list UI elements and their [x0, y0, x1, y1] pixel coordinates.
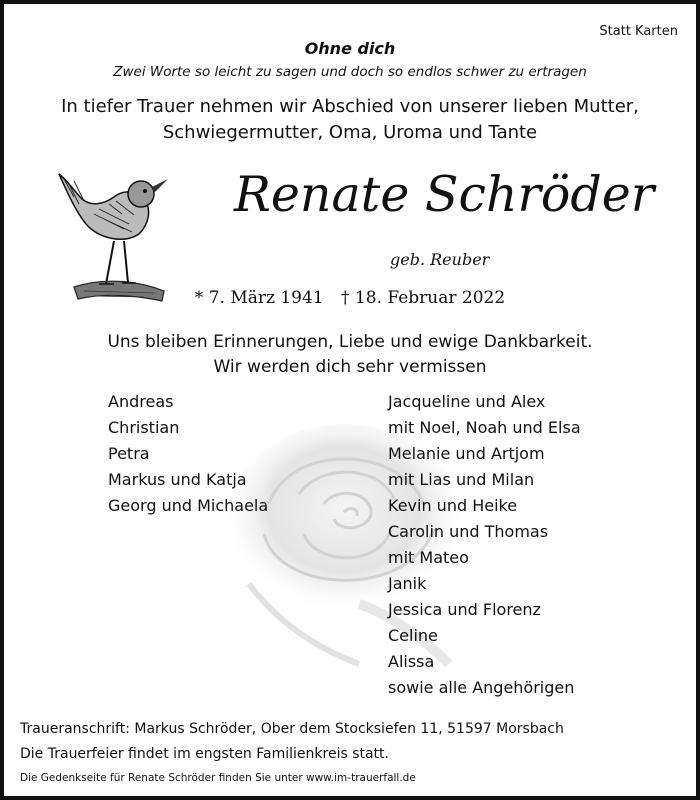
family-member: Jessica und Florenz: [388, 600, 541, 619]
intro-line-1: In tiefer Trauer nehmen wir Abschied von unserer lieben Mutter,: [61, 96, 639, 117]
birth-date: * 7. März 1941: [194, 288, 324, 308]
family-member: Andreas: [108, 392, 174, 411]
family-member: Christian: [108, 418, 180, 437]
family-list-left: [108, 389, 268, 519]
intro-line-2: Schwiegermutter, Oma, Uroma und Tante: [162, 122, 538, 143]
deceased-name: Renate Schröder: [234, 166, 655, 223]
notice-subtitle: Zwei Worte so leicht zu sagen und doch so endlos schwer zu ertragen: [113, 64, 587, 80]
family-member: Melanie und Artjom: [388, 444, 545, 463]
family-member: Celine: [388, 626, 438, 645]
message-line-2: Wir werden dich sehr vermissen: [213, 357, 487, 377]
family-member: Carolin und Thomas: [388, 522, 549, 541]
family-member: Petra: [108, 444, 150, 463]
family-member: Markus und Katja: [108, 470, 247, 489]
mourning-address: Traueranschrift: Markus Schröder, Ober dem Stocksiefen 11, 51597 Morsbach: [20, 721, 564, 737]
message-line-1: Uns bleiben Erinnerungen, Liebe und ewige Dankbarkeit.: [107, 332, 593, 352]
memorial-page-note: Die Gedenkseite für Renate Schröder finden Sie unter www.im-trauerfall.de: [20, 772, 416, 784]
family-member: sowie alle Angehörigen: [388, 678, 575, 697]
death-date: † 18. Februar 2022: [341, 288, 506, 308]
family-list-right: [388, 389, 581, 701]
life-dates: [4, 288, 696, 308]
family-member: Janik: [388, 574, 427, 593]
family-member: mit Noel, Noah und Elsa: [388, 418, 581, 437]
family-member: Alissa: [388, 652, 435, 671]
ceremony-note: Die Trauerfeier findet im engsten Familienkreis statt.: [20, 746, 389, 762]
maiden-name: geb. Reuber: [390, 250, 490, 269]
notice-title: Ohne dich: [304, 39, 396, 58]
family-member: Georg und Michaela: [108, 496, 269, 515]
statt-karten-label: Statt Karten: [599, 24, 678, 39]
intro-text: [4, 94, 696, 146]
family-member: Kevin und Heike: [388, 496, 518, 515]
family-member: mit Lias und Milan: [388, 470, 535, 489]
family-member: Jacqueline und Alex: [388, 392, 546, 411]
memorial-message: [4, 330, 696, 380]
family-member: mit Mateo: [388, 548, 469, 567]
